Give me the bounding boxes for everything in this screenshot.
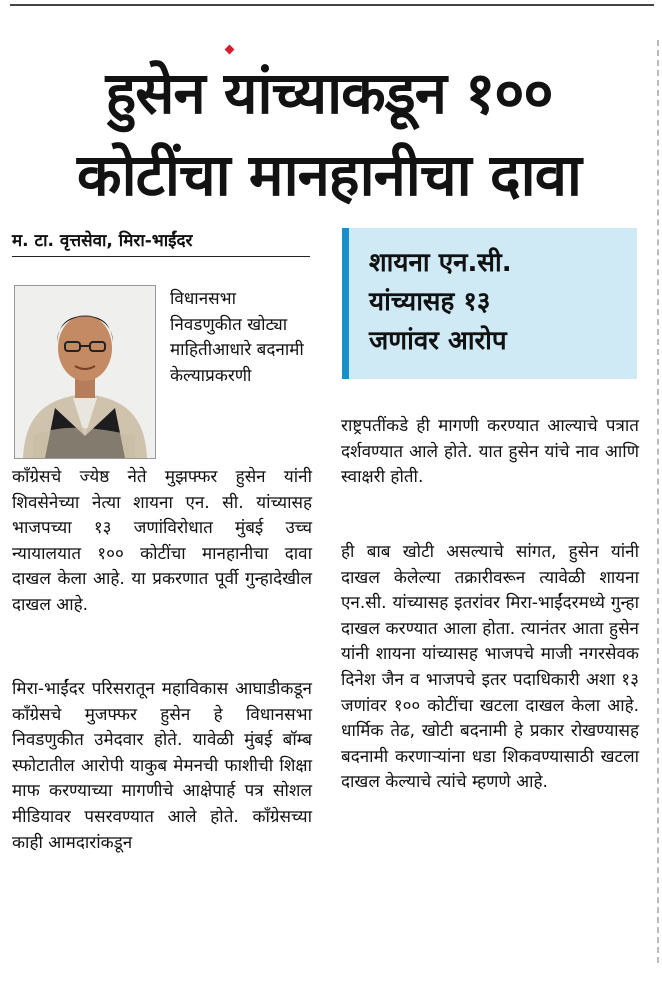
highlight-line-2: यांच्यासह १३ — [369, 287, 491, 317]
clipping-edge — [657, 40, 659, 963]
headline-line-1: हुसेन यांच्याकडून १०० — [105, 59, 553, 127]
headline — [6, 52, 652, 216]
paragraph-2: मिरा-भाईंदर परिसरातून महाविकास आघाडीकडून काँग्रेसचे मुजफ्फर हुसेन हे विधानसभा निवडणुकीत उमेदवार होते. यावेळी मुंबई बॉम्ब स्फोटातील आरोपी याकुब मेमनची फाशीची शिक्षा माफ करण्याच्या मागणीचे आक्षेपार्ह पत्र सोशल मीडियावर पसरवण्यात आले होते. काँग्रेसच्या काही आमदारांकडून — [12, 679, 312, 853]
highlight-line-3: जणांवर आरोप — [369, 326, 507, 356]
highlight-line-1: शायना एन.सी. — [369, 248, 512, 278]
headline-line-2: कोटींचा मानहानीचा दावा — [77, 141, 581, 209]
byline: म. टा. वृत्तसेवा, मिरा-भाईंदर — [12, 231, 193, 251]
photo-wrap-text: विधानसभा निवडणुकीत खोट्या माहितीआधारे बदनामी केल्याप्रकरणी — [170, 289, 304, 386]
highlight-box — [342, 228, 637, 379]
paragraph-4: ही बाब खोटी असल्याचे सांगत, हुसेन यांनी दाखल केलेल्या तक्रारीवरून त्यावेळी शायना एन.सी. यांच्यासह इतरांवर मिरा-भाईंदरमध्ये गुन्हा दाखल करण्यात आला होता. त्यानंतर आता हुसेन यांनी शायना यांच्यासह भाजपचे माजी नगरसेवक दिनेश जैन व भाजपचे इतर पदाधिकारी अशा १३ जणांवर १०० कोटींचा खटला दाखल केला आहे. धार्मिक तेढ, खोटी बदनामी हे प्रकार रोखण्यासह बदनामी करणाऱ्यांना धडा शिकवण्यासाठी खटला दाखल केल्याचे त्यांचे म्हणणे आहे. — [341, 542, 639, 793]
person-photo — [14, 285, 156, 459]
paragraph-3: राष्ट्रपतींकडे ही मागणी करण्यात आल्याचे पत्रात दर्शवण्यात आले होते. यात हुसेन यांचे नाव आणि स्वाक्षरी होती. — [341, 416, 639, 488]
top-rule — [10, 4, 654, 6]
paragraph-1: काँग्रेसचे ज्येष्ठ नेते मुझफ्फर हुसेन यांनी शिवसेनेच्या नेत्या शायना एन. सी. यांच्यासह भाजपच्या १३ जणांविरोधात मुंबई उच्च न्यायालयात १०० कोटींचा मानहानीचा दावा दाखल केला आहे. या प्रकरणात पूर्वी गुन्हादेखील दाखल आहे. — [12, 467, 312, 615]
byline-divider — [12, 256, 310, 257]
